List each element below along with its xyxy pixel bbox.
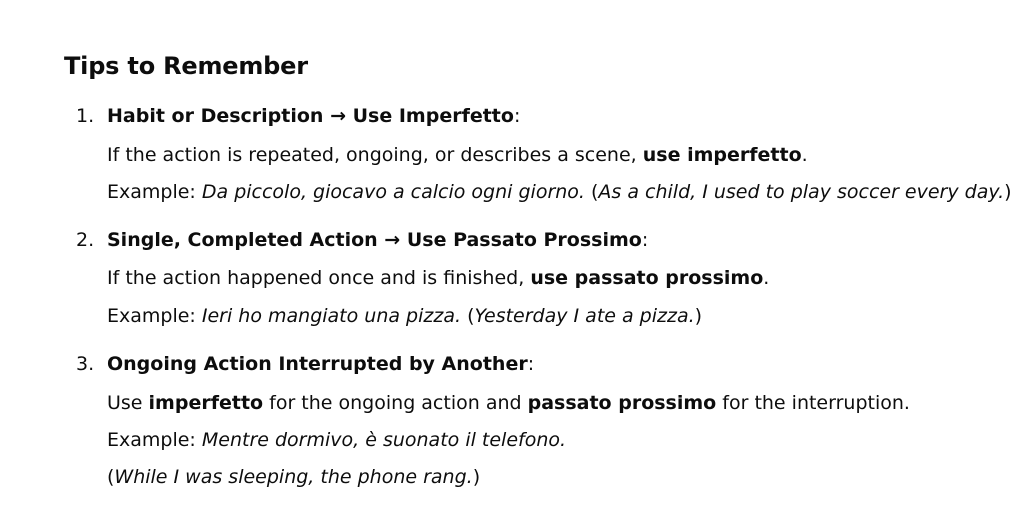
tip-rule-end: .	[801, 144, 808, 166]
tip-rule-text: If the action is repeated, ongoing, or describes a scene,	[107, 144, 643, 166]
tip-heading	[107, 103, 520, 129]
tip-translation	[107, 464, 480, 490]
tip-rule-end: for the interruption.	[716, 392, 910, 414]
example-label: Example:	[107, 181, 202, 203]
tip-heading-colon: :	[513, 105, 521, 127]
tip-heading-colon: :	[641, 229, 649, 251]
tip-rule-emphasis: use imperfetto	[642, 144, 802, 166]
tip-rule	[107, 265, 769, 291]
translation-paren-close: )	[472, 466, 481, 488]
example-paren-close: )	[1004, 181, 1012, 203]
tip-rule	[107, 390, 910, 416]
tip-heading	[107, 351, 534, 377]
example-paren-open: (	[584, 181, 599, 203]
tip-rule-text: If the action happened once and is finished,	[107, 267, 531, 289]
example-english: As a child, I used to play soccer every day.	[598, 181, 1005, 203]
tip-number: 1.	[76, 105, 95, 127]
tip-heading	[107, 227, 648, 253]
section-title: Tips to Remember	[64, 52, 308, 80]
example-english: Yesterday I ate a pizza.	[474, 305, 695, 327]
example-english: While I was sleeping, the phone rang.	[114, 466, 473, 488]
tip-heading-text: Habit or Description → Use Imperfetto	[107, 105, 514, 127]
example-label: Example:	[107, 305, 202, 327]
tip-example	[107, 179, 1012, 205]
tip-rule-emphasis: imperfetto	[148, 392, 264, 414]
example-paren-close: )	[694, 305, 703, 327]
tip-heading-colon: :	[527, 353, 535, 375]
example-italian: Ieri ho mangiato una pizza.	[201, 305, 462, 327]
tip-number: 2.	[76, 229, 95, 251]
tip-heading-text: Ongoing Action Interrupted by Another	[107, 353, 528, 375]
tip-rule-text: for the ongoing action and	[263, 392, 528, 414]
tip-rule-end: .	[763, 267, 770, 289]
example-italian: Da piccolo, giocavo a calcio ogni giorno.	[201, 181, 585, 203]
tip-number: 3.	[76, 353, 95, 375]
tip-rule	[107, 142, 808, 168]
tip-rule-emphasis: use passato prossimo	[530, 267, 764, 289]
example-italian: Mentre dormivo, è suonato il telefono.	[201, 429, 567, 451]
tip-rule-emphasis: passato prossimo	[527, 392, 717, 414]
tip-rule-text: Use	[107, 392, 149, 414]
tip-heading-text: Single, Completed Action → Use Passato Prossimo	[107, 229, 642, 251]
tip-example	[107, 303, 702, 329]
example-paren-open: (	[461, 305, 475, 327]
tip-example	[107, 427, 566, 453]
translation-paren-open: (	[107, 466, 115, 488]
example-label: Example:	[107, 429, 202, 451]
